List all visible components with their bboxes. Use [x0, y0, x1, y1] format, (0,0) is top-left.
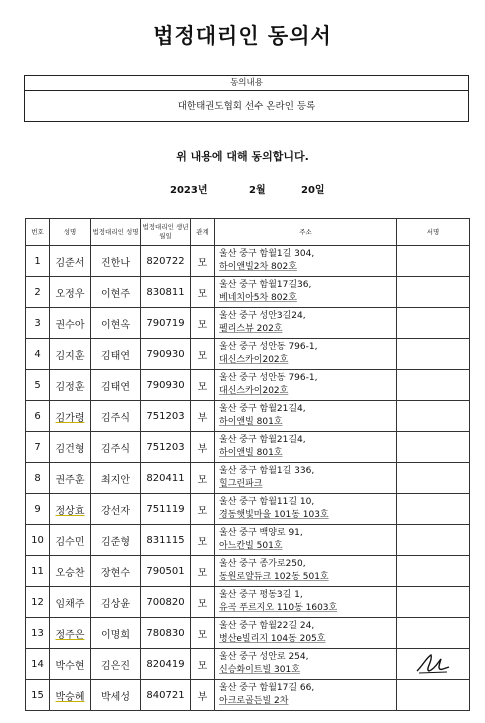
address	[215, 618, 397, 649]
consent-header: 동의내용	[25, 76, 468, 91]
address-line-2: 아느칸빌 501호	[219, 541, 283, 551]
table-row	[26, 680, 470, 711]
athlete-name	[50, 680, 91, 711]
guardian-birthdate: 790719	[141, 308, 191, 339]
consent-box	[24, 75, 469, 122]
signature-cell	[397, 680, 470, 711]
guardian-birthdate: 700820	[141, 587, 191, 618]
athlete-name	[50, 649, 91, 680]
relation: 모	[191, 308, 215, 339]
address-line-2: 대신스카이202호	[219, 355, 289, 365]
address-line-1: 울산 중구 함월21길4,	[219, 435, 306, 445]
athlete-name-text: 오정우	[55, 288, 85, 300]
address	[215, 432, 397, 463]
relation: 모	[191, 463, 215, 494]
address-line-2: 하이앤빌2차 802호	[219, 262, 297, 272]
athlete-name-text: 박수현	[55, 660, 85, 672]
guardian-birthdate: 840721	[141, 680, 191, 711]
athlete-name-text: 김건형	[55, 443, 85, 455]
signature-cell	[397, 649, 470, 680]
address-line-1: 울산 중구 함월1길 304,	[219, 249, 315, 259]
athlete-name-text: 오승찬	[55, 567, 85, 579]
table-row	[26, 401, 470, 432]
handwritten-signature	[413, 651, 453, 677]
guardian-birthdate: 751203	[141, 432, 191, 463]
guardian-birthdate: 751119	[141, 494, 191, 525]
signature-cell	[397, 308, 470, 339]
athlete-name	[50, 339, 91, 370]
table-header-row	[26, 219, 470, 246]
address-line-1: 울산 중구 성안동 796-1,	[219, 342, 318, 352]
guardian-name: 김태연	[91, 370, 141, 401]
table-row	[26, 556, 470, 587]
address	[215, 277, 397, 308]
athlete-name-text: 김준서	[55, 257, 85, 269]
table-row	[26, 463, 470, 494]
row-number: 9	[26, 494, 50, 525]
relation: 부	[191, 401, 215, 432]
guardian-name: 이현옥	[91, 308, 141, 339]
guardian-table	[25, 218, 470, 711]
athlete-name	[50, 277, 91, 308]
relation: 모	[191, 277, 215, 308]
address	[215, 587, 397, 618]
address	[215, 463, 397, 494]
address	[215, 401, 397, 432]
athlete-name-text: 정상효	[55, 505, 85, 517]
athlete-name	[50, 308, 91, 339]
address-line-2: 베네치아5차 802호	[219, 293, 297, 303]
signature-cell	[397, 587, 470, 618]
guardian-name: 김상윤	[91, 587, 141, 618]
row-number: 7	[26, 432, 50, 463]
athlete-name	[50, 494, 91, 525]
guardian-birthdate: 831115	[141, 525, 191, 556]
date-month: 2월	[249, 185, 266, 196]
athlete-name	[50, 618, 91, 649]
athlete-name-text: 김정훈	[55, 381, 85, 393]
guardian-birthdate: 830811	[141, 277, 191, 308]
header-no: 번호	[26, 219, 50, 246]
address-line-2: 아크로골든빌 2차	[219, 696, 289, 706]
table-row	[26, 277, 470, 308]
row-number: 1	[26, 246, 50, 277]
consent-content: 대한태권도협회 선수 온라인 등록	[177, 101, 316, 112]
relation: 모	[191, 370, 215, 401]
row-number: 2	[26, 277, 50, 308]
guardian-name: 최지안	[91, 463, 141, 494]
guardian-birthdate: 820419	[141, 649, 191, 680]
row-number: 8	[26, 463, 50, 494]
address-line-1: 울산 중구 함월22길 24,	[219, 621, 315, 631]
guardian-name: 이명희	[91, 618, 141, 649]
athlete-name	[50, 525, 91, 556]
athlete-name-text: 박승혜	[55, 691, 85, 703]
address	[215, 339, 397, 370]
relation: 모	[191, 339, 215, 370]
guardian-name: 박세성	[91, 680, 141, 711]
address-line-2: 하이앤빌 801호	[219, 417, 283, 427]
document-title: 법정대리인 동의서	[153, 23, 332, 48]
address-line-2: 병산e빌리지 104동 205호	[219, 634, 326, 644]
relation: 부	[191, 432, 215, 463]
address	[215, 556, 397, 587]
row-number: 6	[26, 401, 50, 432]
address-line-2: 펠리스뷰 202호	[219, 324, 283, 334]
table-row	[26, 618, 470, 649]
row-number: 5	[26, 370, 50, 401]
signature-cell	[397, 494, 470, 525]
address	[215, 525, 397, 556]
address-line-1: 울산 중구 함월21길4,	[219, 404, 306, 414]
header-relation: 관계	[191, 219, 215, 246]
row-number: 4	[26, 339, 50, 370]
athlete-name	[50, 463, 91, 494]
address-line-2: 경동햇빛마을 101동 103호	[219, 510, 329, 520]
guardian-name: 김주식	[91, 432, 141, 463]
relation: 모	[191, 525, 215, 556]
address-line-1: 울산 중구 백양로 91,	[219, 528, 303, 538]
signature-cell	[397, 246, 470, 277]
relation: 모	[191, 246, 215, 277]
row-number: 14	[26, 649, 50, 680]
address	[215, 246, 397, 277]
row-number: 15	[26, 680, 50, 711]
date-year: 2023년	[170, 185, 208, 196]
address-line-1: 울산 중구 함월17길36,	[219, 280, 312, 290]
table-row	[26, 370, 470, 401]
athlete-name-text: 정주은	[55, 629, 85, 641]
guardian-name: 김준형	[91, 525, 141, 556]
guardian-name: 이현주	[91, 277, 141, 308]
athlete-name-text: 권주훈	[55, 474, 85, 486]
relation: 모	[191, 587, 215, 618]
athlete-name	[50, 246, 91, 277]
signature-cell	[397, 463, 470, 494]
address	[215, 649, 397, 680]
guardian-name: 진한나	[91, 246, 141, 277]
header-guardian: 법정대리인 성명	[91, 219, 141, 246]
address-line-2: 힐그린파크	[219, 479, 263, 489]
consent-statement: 위 내용에 대해 동의합니다.	[176, 150, 309, 163]
table-row	[26, 432, 470, 463]
table-row	[26, 649, 470, 680]
address-line-1: 울산 중구 함월17길 66,	[219, 683, 315, 693]
guardian-birthdate: 790930	[141, 370, 191, 401]
athlete-name	[50, 370, 91, 401]
address	[215, 494, 397, 525]
guardian-birthdate: 780830	[141, 618, 191, 649]
address-line-2: 하이앤빌 801호	[219, 448, 283, 458]
relation: 부	[191, 680, 215, 711]
address-line-1: 울산 중구 평동3길 1,	[219, 590, 303, 600]
relation: 모	[191, 649, 215, 680]
address-line-1: 울산 중구 함월1길 336,	[219, 466, 315, 476]
header-address: 주소	[215, 219, 397, 246]
address-line-2: 신승화이트빌 301호	[219, 665, 300, 675]
row-number: 13	[26, 618, 50, 649]
table-row	[26, 494, 470, 525]
header-birth: 법정대리인 생년월일	[141, 219, 191, 246]
signature-cell	[397, 401, 470, 432]
table-row	[26, 587, 470, 618]
signature-cell	[397, 618, 470, 649]
athlete-name	[50, 587, 91, 618]
guardian-name: 김은진	[91, 649, 141, 680]
row-number: 12	[26, 587, 50, 618]
relation: 모	[191, 556, 215, 587]
table-row	[26, 339, 470, 370]
row-number: 11	[26, 556, 50, 587]
address	[215, 680, 397, 711]
signature-cell	[397, 370, 470, 401]
address-line-1: 울산 중구 성안동 796-1,	[219, 373, 318, 383]
signature-cell	[397, 556, 470, 587]
table-row	[26, 525, 470, 556]
header-signature: 서명	[397, 219, 470, 246]
signature-cell	[397, 525, 470, 556]
athlete-name-text: 김수민	[55, 536, 85, 548]
address	[215, 308, 397, 339]
guardian-birthdate: 820411	[141, 463, 191, 494]
athlete-name-text: 김지훈	[55, 350, 85, 362]
date-day: 20일	[301, 185, 325, 196]
table-row	[26, 308, 470, 339]
athlete-name-text: 권수아	[55, 319, 85, 331]
athlete-name-text: 김가령	[55, 412, 85, 424]
signature-cell	[397, 432, 470, 463]
address-line-1: 울산 중구 성안3길24,	[219, 311, 306, 321]
address-line-1: 울산 중구 함월11길 10,	[219, 497, 315, 507]
address	[215, 370, 397, 401]
guardian-name: 강선자	[91, 494, 141, 525]
row-number: 10	[26, 525, 50, 556]
row-number: 3	[26, 308, 50, 339]
guardian-birthdate: 790930	[141, 339, 191, 370]
relation: 모	[191, 494, 215, 525]
athlete-name	[50, 432, 91, 463]
guardian-birthdate: 751203	[141, 401, 191, 432]
guardian-birthdate: 790501	[141, 556, 191, 587]
address-line-2: 유곡 푸르지오 110동 1603호	[219, 603, 338, 613]
guardian-name: 김태연	[91, 339, 141, 370]
signature-cell	[397, 277, 470, 308]
address-line-2: 동원로얄듀크 102동 501호	[219, 572, 329, 582]
address-line-1: 울산 중구 성안로 254,	[219, 652, 309, 662]
guardian-birthdate: 820722	[141, 246, 191, 277]
athlete-name-text: 임채주	[55, 598, 85, 610]
relation: 모	[191, 618, 215, 649]
address-line-2: 대신스카이202호	[219, 386, 289, 396]
athlete-name	[50, 556, 91, 587]
table-row	[26, 246, 470, 277]
header-name: 성명	[50, 219, 91, 246]
address-line-1: 울산 중구 종가로250,	[219, 559, 306, 569]
guardian-name: 장현수	[91, 556, 141, 587]
athlete-name	[50, 401, 91, 432]
signature-cell	[397, 339, 470, 370]
guardian-name: 김주식	[91, 401, 141, 432]
